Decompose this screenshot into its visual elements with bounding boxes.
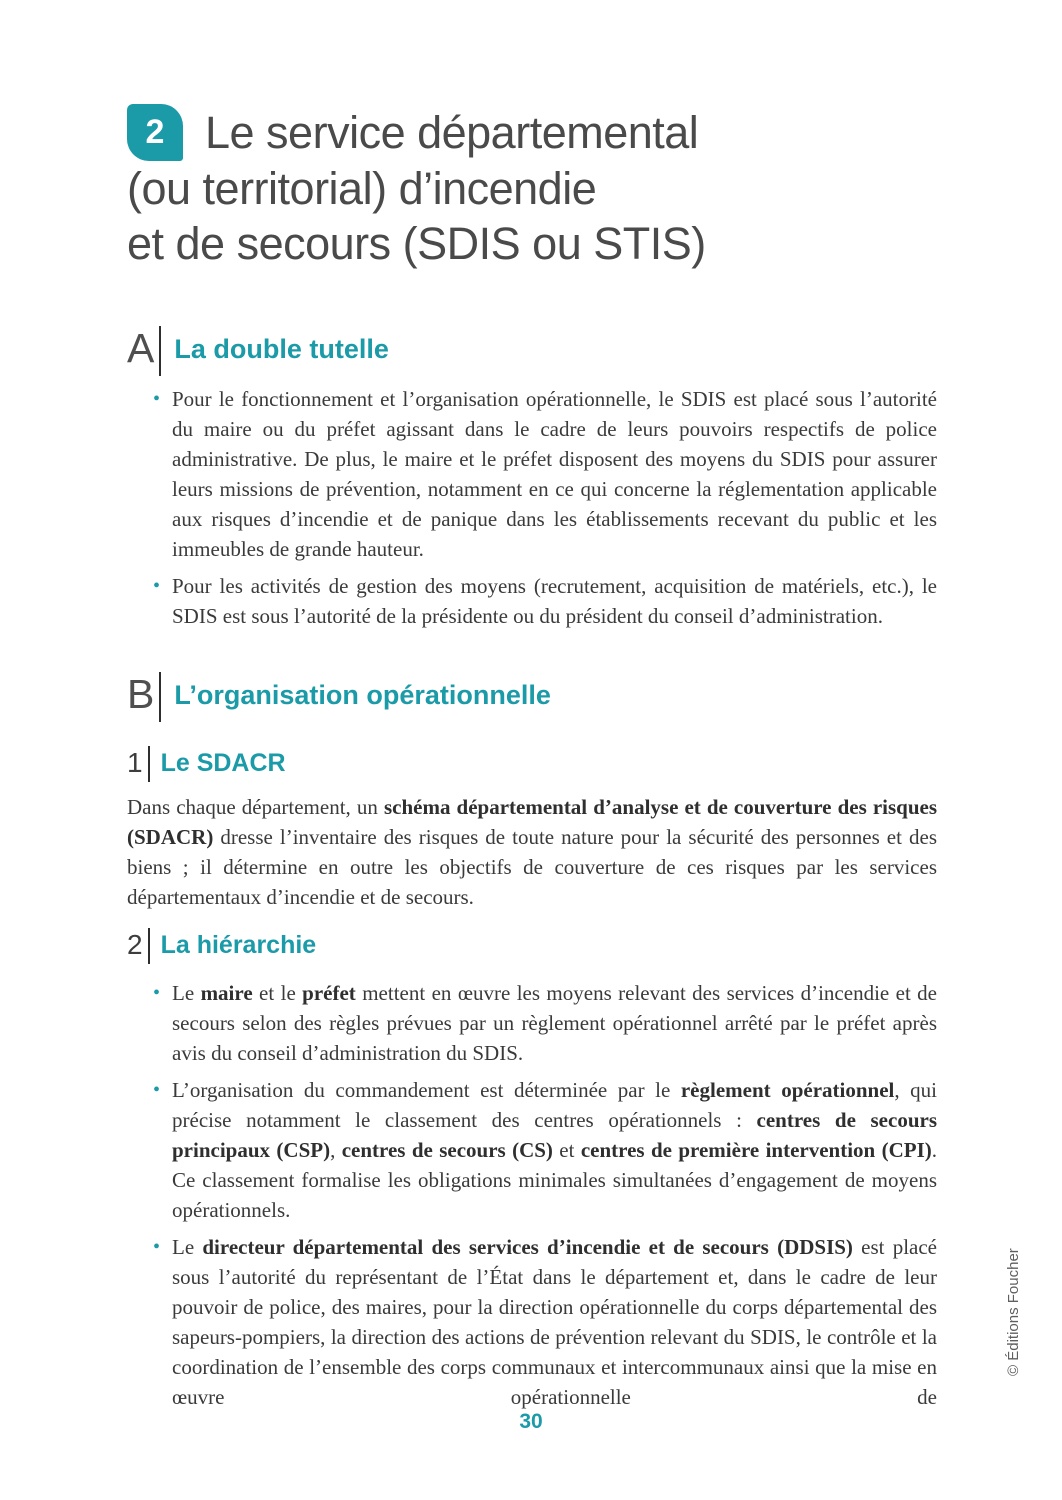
section-a-divider-bar	[159, 326, 161, 376]
subsection-2-number: 2	[127, 929, 143, 960]
subsection-2-title: La hiérarchie	[160, 930, 317, 959]
bullet-item: • L’organisation du commandement est déterminée par le règlement opérationnel, qui précise notamment le classement des centres opérationnels : centres de secours principaux (CSP), centres de secours (CS) et centres de première intervention (CPI). Ce classement formalise les obligations minimales simultanées d’engagement de moyens opérationnels.	[127, 1075, 937, 1225]
copyright-notice: © Éditions Foucher	[1005, 1248, 1022, 1376]
section-b-letter: B	[127, 670, 155, 717]
section-b-divider-bar	[159, 672, 161, 722]
chapter-title-text-1: Le service départemental	[205, 107, 699, 158]
subsection-1-divider-bar	[148, 746, 150, 782]
chapter-title-line-1	[127, 104, 957, 161]
subsection-1-number: 1	[127, 747, 143, 778]
subsection-1-title: Le SDACR	[160, 748, 286, 777]
chapter-title-text-2: (ou territorial) d’incendie	[127, 163, 597, 214]
bullet-item: • Pour le fonctionnement et l’organisation opérationnelle, le SDIS est placé sous l’autorité du maire ou du préfet agissant dans le cadre de leurs pouvoirs respectifs de police administrative. De plus, le maire et le préfet disposent des moyens du SDIS pour assurer leurs missions de prévention, notamment en ce qui concerne la réglementation applicable aux risques d’incendie et de panique dans les établissements recevant du public et les immeubles de grande hauteur.	[127, 384, 937, 564]
paragraph: Dans chaque département, un schéma départemental d’analyse et de couverture des risques (SDACR) dresse l’inventaire des risques de toute nature pour la sécurité des personnes et des biens ; il détermine en outre les objectifs de couverture de ces risques par les services départementaux d’incendie et de secours.	[127, 795, 938, 909]
hierarchy-body	[127, 978, 937, 1419]
chapter-number-badge: 2	[127, 104, 183, 161]
page-number: 30	[519, 1410, 543, 1433]
section-a-letter: A	[127, 324, 155, 371]
chapter-header	[127, 104, 957, 271]
bullet-item: • Pour les activités de gestion des moyens (recrutement, acquisition de matériels, etc.), le SDIS est sous l’autorité de la présidente ou du président du conseil d’administration.	[127, 571, 937, 631]
section-a-heading	[127, 320, 957, 376]
section-a-bullet-list	[127, 384, 937, 631]
subsection-2-divider-bar	[148, 928, 150, 964]
subsection-2-heading	[127, 926, 957, 964]
section-b-title: L’organisation opérationnelle	[174, 679, 551, 710]
sdacr-paragraph-block	[127, 792, 937, 912]
bullet-item: • Le directeur départemental des services d’incendie et de secours (DDSIS) est placé sous l’autorité du représentant de l’État dans le département et, dans le cadre de leur pouvoir de police, des maires, pour la direction opérationnelle du corps départemental des sapeurs-pompiers, la direction des actions de prévention relevant du SDIS, le contrôle et la coordination de l’ensemble des corps communaux et intercommunaux ainsi que la mise en œuvre opérationnelle de	[127, 1232, 937, 1412]
section-a-body	[127, 384, 937, 638]
subsection-1-heading	[127, 744, 957, 782]
hierarchy-bullet-list	[127, 978, 937, 1412]
chapter-title-text-3: et de secours (SDIS ou STIS)	[127, 218, 706, 269]
section-a-title: La double tutelle	[174, 333, 389, 364]
section-b-heading	[127, 666, 957, 722]
bullet-item: • Le maire et le préfet mettent en œuvre les moyens relevant des services d’incendie et de secours selon des règles prévues par un règlement opérationnel arrêté par le préfet après avis du conseil d’administration du SDIS.	[127, 978, 937, 1068]
